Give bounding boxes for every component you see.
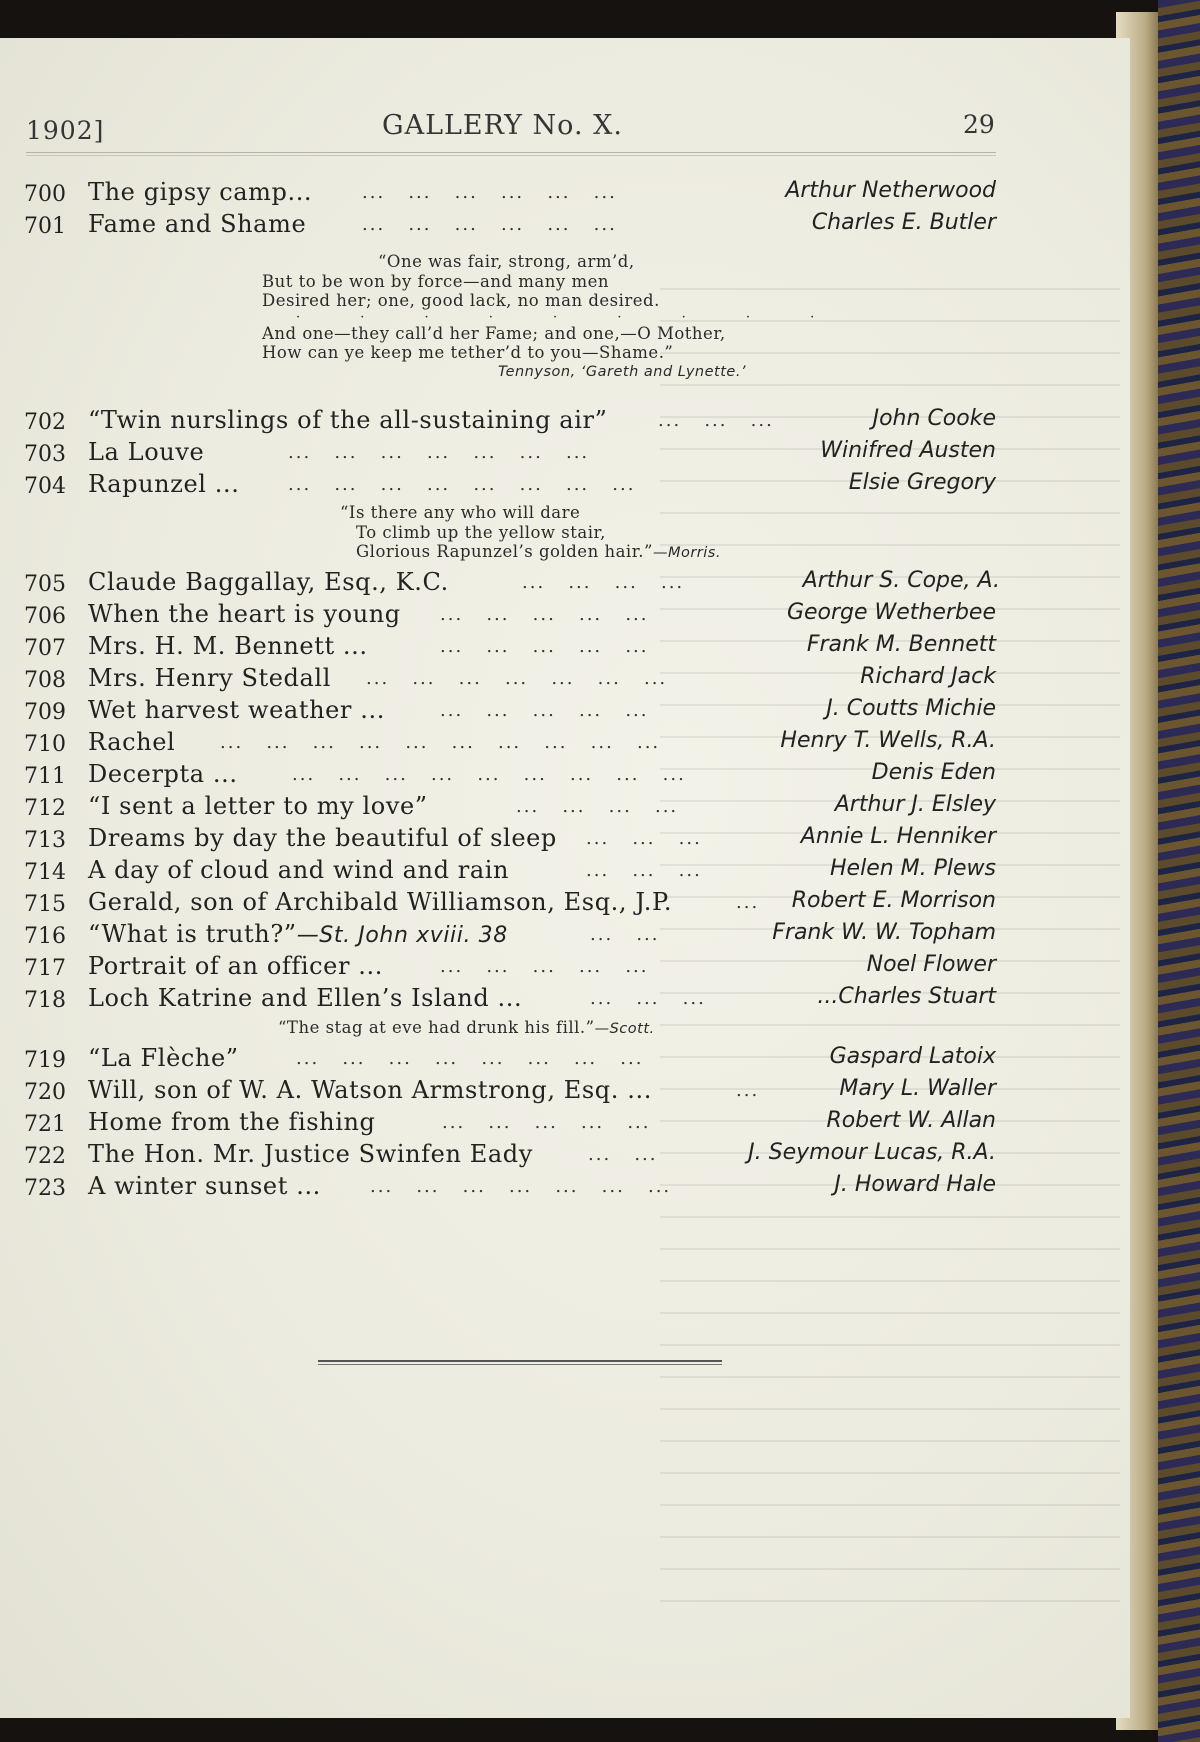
- entry-title: The gipsy camp...: [88, 178, 313, 206]
- entry-number: 712: [24, 796, 66, 821]
- leader-dots: ... ... ... ... ... ...: [362, 182, 617, 203]
- catalogue-entry: [0, 1140, 1010, 1172]
- entry-title: Rachel: [88, 728, 176, 756]
- leader-dots: ... ... ... ... ... ... ... ...: [288, 474, 636, 495]
- entry-title-source: —St. John xviii. 38: [296, 923, 508, 948]
- ellipsis-separator: · · · · · · · · ·: [296, 309, 843, 325]
- quote-line-text: Glorious Rapunzel’s golden hair.”: [356, 542, 653, 561]
- entry-artist: Mary L. Waller: [839, 1076, 996, 1101]
- entry-artist: J. Seymour Lucas, R.A.: [748, 1140, 996, 1165]
- header-year: 1902]: [26, 116, 105, 145]
- leader-dots: ... ... ... ...: [522, 572, 685, 593]
- entry-title: “Twin nurslings of the all-sustaining air”: [88, 406, 608, 434]
- leader-dots: ... ... ... ... ... ... ... ... ...: [292, 764, 686, 785]
- entry-number: 710: [24, 732, 66, 757]
- leader-dots: ... ... ... ... ...: [440, 604, 649, 625]
- entry-number: 717: [24, 956, 66, 981]
- quote-line: “Is there any who will dare: [340, 503, 581, 522]
- leader-dots: ...: [736, 1080, 760, 1101]
- entry-number: 701: [24, 214, 66, 239]
- catalogue-entry: [0, 1108, 1010, 1140]
- entry-title: Gerald, son of Archibald Williamson, Esq., J.P.: [88, 888, 673, 916]
- entry-title: The Hon. Mr. Justice Swinfen Eady: [88, 1140, 533, 1168]
- quote-line: How can ye keep me tether’d to you—Shame.”: [262, 343, 674, 362]
- leader-dots: ... ...: [590, 924, 660, 945]
- catalogue-entry: [0, 824, 1010, 856]
- entry-title-text: “What is truth?”: [88, 920, 297, 948]
- entry-artist: Helen M. Plews: [830, 856, 996, 881]
- entry-number: 722: [24, 1144, 66, 1169]
- quote-line: [278, 1018, 655, 1040]
- leader-dots: ... ... ... ... ...: [442, 1112, 651, 1133]
- entry-number: 718: [24, 988, 66, 1013]
- catalogue-entry: [0, 952, 1010, 984]
- quote-line: To climb up the yellow stair,: [356, 522, 606, 542]
- header-rule: [26, 152, 996, 156]
- catalogue-entry: [0, 438, 1010, 470]
- entry-title: Rapunzel ...: [88, 470, 240, 498]
- quote-fame-and-shame: [262, 252, 842, 382]
- leader-dots: ...: [736, 892, 760, 913]
- quote-line: Desired her; one, good lack, no man desired.: [262, 291, 660, 310]
- entry-title: Home from the fishing: [88, 1108, 376, 1136]
- entry-artist: Frank W. W. Topham: [772, 920, 996, 945]
- entry-title: Decerpta ...: [88, 760, 238, 788]
- entry-number: 719: [24, 1048, 66, 1073]
- entry-artist: Denis Eden: [871, 760, 996, 785]
- entry-artist: Winifred Austen: [820, 438, 996, 463]
- catalogue-entry: [0, 600, 1010, 632]
- marbled-book-edge: [1158, 0, 1200, 1742]
- catalogue-entry: [0, 664, 1010, 696]
- entry-title: When the heart is young: [88, 600, 401, 628]
- catalogue-entry: [0, 920, 1010, 952]
- catalogue-entry: [0, 632, 1010, 664]
- quote-rapunzel: [340, 503, 721, 564]
- entry-number: 720: [24, 1080, 66, 1105]
- catalogue-entry: [0, 568, 1010, 600]
- entry-title: La Louve: [88, 438, 205, 466]
- leader-dots: ... ... ... ... ...: [440, 956, 649, 977]
- entry-title: “I sent a letter to my love”: [88, 792, 428, 820]
- entry-artist: ...Charles Stuart: [817, 984, 996, 1009]
- entry-number: 711: [24, 764, 66, 789]
- entry-number: 721: [24, 1112, 66, 1137]
- entry-number: 716: [24, 924, 66, 949]
- catalogue-entry: [0, 178, 1010, 210]
- entry-number: 714: [24, 860, 66, 885]
- entry-title: A winter sunset ...: [88, 1172, 321, 1200]
- entry-number: 707: [24, 636, 66, 661]
- entry-title: Loch Katrine and Ellen’s Island ...: [88, 984, 523, 1012]
- quote-source: —Scott.: [594, 1021, 655, 1037]
- entry-title: Fame and Shame: [88, 210, 307, 238]
- entry-artist: Gaspard Latoix: [829, 1044, 996, 1069]
- leader-dots: ... ... ... ... ...: [440, 636, 649, 657]
- entry-artist: Frank M. Bennett: [806, 632, 996, 657]
- entry-artist: J. Coutts Michie: [826, 696, 996, 721]
- leader-dots: ... ... ...: [586, 860, 702, 881]
- catalogue-entry: [0, 728, 1010, 760]
- catalogue-entry: [0, 760, 1010, 792]
- entry-number: 709: [24, 700, 66, 725]
- entry-number: 715: [24, 892, 66, 917]
- page-number: 29: [963, 110, 995, 139]
- entry-number: 705: [24, 572, 66, 597]
- catalogue-entry: [0, 1172, 1010, 1204]
- quote-source: —Morris.: [652, 545, 721, 561]
- entry-number: 723: [24, 1176, 66, 1201]
- quote-line: [340, 542, 721, 564]
- entry-artist: Noel Flower: [866, 952, 996, 977]
- entry-artist: Arthur Netherwood: [785, 178, 996, 203]
- quote-line: “One was fair, strong, arm’d,: [378, 252, 635, 271]
- entry-number: 700: [24, 182, 66, 207]
- catalogue-entry: [0, 406, 1010, 438]
- leader-dots: ... ... ...: [658, 410, 774, 431]
- entry-artist: Elsie Gregory: [848, 470, 996, 495]
- quote-line: But to be won by force—and many men: [262, 271, 609, 291]
- entry-title: Portrait of an officer ...: [88, 952, 383, 980]
- catalogue-entry: [0, 984, 1010, 1016]
- leader-dots: ... ... ... ... ... ... ...: [366, 668, 668, 689]
- quote-line-text: “The stag at eve had drunk his fill.”: [278, 1018, 595, 1037]
- entry-artist: J. Howard Hale: [834, 1172, 996, 1197]
- catalogue-entry: [0, 888, 1010, 920]
- entry-title: “La Flèche”: [88, 1044, 239, 1072]
- leader-dots: ... ... ...: [590, 988, 706, 1009]
- entry-number: 708: [24, 668, 66, 693]
- entry-number: 703: [24, 442, 66, 467]
- entry-artist: Annie L. Henniker: [800, 824, 996, 849]
- catalogue-entry: [0, 1044, 1010, 1076]
- entry-title: Wet harvest weather ...: [88, 696, 385, 724]
- leader-dots: ... ... ... ... ...: [440, 700, 649, 721]
- entry-number: 706: [24, 604, 66, 629]
- entry-title: Mrs. H. M. Bennett ...: [88, 632, 368, 660]
- entry-artist: John Cooke: [872, 406, 996, 431]
- entry-number: 713: [24, 828, 66, 853]
- quote-loch-katrine: [278, 1018, 655, 1040]
- leader-dots: ... ... ... ... ... ...: [362, 214, 617, 235]
- catalogue-entry: [0, 792, 1010, 824]
- catalogue-entry: [0, 470, 1010, 502]
- catalogue-entry: [0, 210, 1010, 242]
- quote-source: Tennyson, ‘Gareth and Lynette.’: [498, 363, 747, 380]
- leader-dots: ... ... ... ... ... ... ...: [288, 442, 590, 463]
- entry-artist: Robert E. Morrison: [791, 888, 996, 913]
- leader-dots: ... ...: [588, 1144, 658, 1165]
- closing-rule: [318, 1360, 722, 1365]
- catalogue-entry: [0, 856, 1010, 888]
- entry-artist: Richard Jack: [860, 664, 996, 689]
- entry-number: 704: [24, 474, 66, 499]
- gallery-title: GALLERY No. X.: [382, 110, 623, 141]
- entry-artist: Arthur J. Elsley: [834, 792, 996, 817]
- catalogue-entry: [0, 696, 1010, 728]
- leader-dots: ... ... ... ... ... ... ... ... ... ...: [220, 732, 661, 753]
- entry-number: 702: [24, 410, 66, 435]
- entry-artist: Henry T. Wells, R.A.: [780, 728, 996, 753]
- leader-dots: ... ... ... ... ... ... ...: [370, 1176, 672, 1197]
- entry-title: Dreams by day the beautiful of sleep: [88, 824, 557, 852]
- entry-artist: George Wetherbee: [786, 600, 996, 625]
- entry-title: [88, 920, 508, 948]
- entry-title: Mrs. Henry Stedall: [88, 664, 331, 692]
- catalogue-entry: [0, 1076, 1010, 1108]
- quote-line: And one—they call’d her Fame; and one,—O Mother,: [262, 323, 726, 343]
- entry-artist: Robert W. Allan: [826, 1108, 996, 1133]
- entry-artist: Charles E. Butler: [811, 210, 996, 235]
- entry-artist: Arthur S. Cope, A.: [802, 568, 1000, 593]
- leader-dots: ... ... ... ... ... ... ... ...: [296, 1048, 644, 1069]
- page-header: [0, 108, 1000, 148]
- entry-title: Will, son of W. A. Watson Armstrong, Esq. ...: [88, 1076, 652, 1104]
- leader-dots: ... ... ...: [586, 828, 702, 849]
- entry-title: Claude Baggallay, Esq., K.C.: [88, 568, 449, 596]
- entry-title: A day of cloud and wind and rain: [88, 856, 510, 884]
- leader-dots: ... ... ... ...: [516, 796, 679, 817]
